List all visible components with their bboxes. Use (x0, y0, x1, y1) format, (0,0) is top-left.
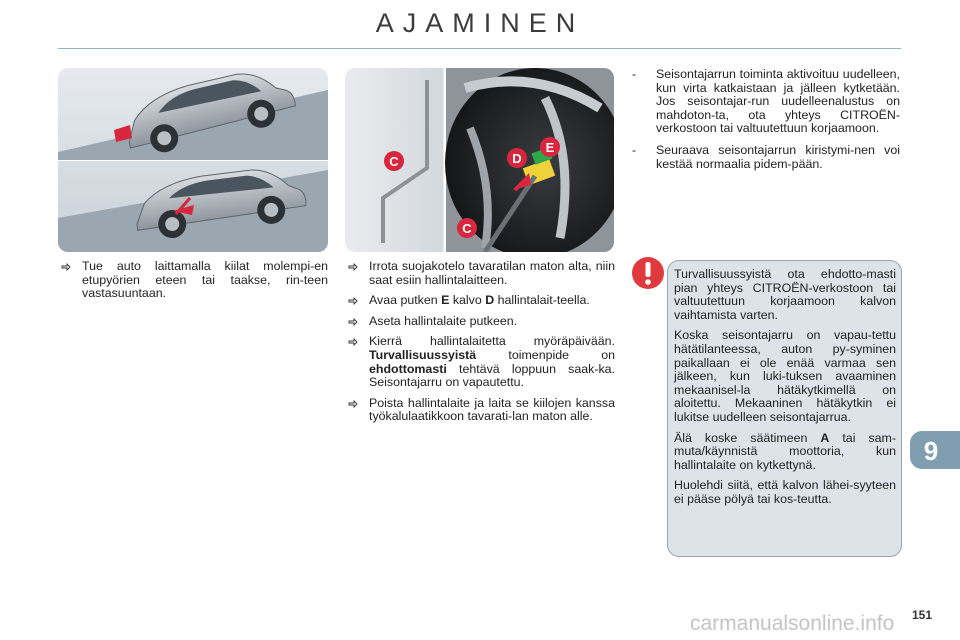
step-item (58, 260, 328, 301)
exclamation-icon (631, 256, 665, 290)
step-text: Aseta hallintalaite putkeen. (369, 313, 518, 328)
warning-paragraph (674, 432, 896, 473)
step-text: kalvo (449, 293, 486, 308)
note-item (628, 68, 900, 136)
step-text: hallintalait-teella. (494, 293, 590, 308)
step-text-bold: E (441, 293, 450, 308)
step-text-bold: Turvallisuussyistä (369, 347, 477, 362)
svg-text:D: D (512, 151, 522, 166)
hand-pointer-icon (348, 337, 358, 347)
note-text: Seuraava seisontajarrun kiristymi-nen voi kestää normaalia pidem-pään. (656, 142, 900, 171)
hand-pointer-icon (61, 262, 71, 272)
label-c-top (384, 151, 404, 171)
hand-pointer-icon (348, 399, 358, 409)
svg-text:E: E (545, 140, 555, 155)
step-text-bold: ehdottomasti (369, 361, 447, 376)
note-item (628, 144, 900, 171)
label-c-bottom (457, 218, 477, 238)
step-item (345, 315, 615, 329)
warning-text (674, 268, 896, 514)
step-item (345, 335, 615, 389)
wheel-chock-illustration (58, 68, 328, 252)
step-text: Irrota suojakotelo tavaratilan maton alta, niin saat esiin hallintalaitteen. (369, 259, 615, 287)
label-e (540, 137, 560, 157)
step-item (345, 397, 615, 424)
dash-mark: - (632, 67, 637, 81)
step-text-bold: D (485, 293, 495, 308)
middle-column (345, 260, 615, 431)
step-text: Kierrä hallintalaitetta myöräpäivään. (369, 334, 615, 349)
header-divider (58, 48, 901, 49)
step-text: Avaa putken (369, 293, 442, 308)
step-item (345, 260, 615, 287)
warning-paragraph: Turvallisuussyistä ota ehdotto-masti pian yhteys CITROËN-verkostoon tai valtuutettuun korjaamoon kalvon vaihtamista varten. (674, 267, 896, 322)
parking-brake-release-illustration (345, 68, 614, 252)
step-text: Tue auto laittamalla kiilat molempi-en etupyörien eteen tai taakse, rin-teen vastasuuntaan. (82, 259, 328, 301)
dash-mark: - (632, 142, 637, 157)
svg-text:C: C (462, 221, 472, 236)
hand-pointer-icon (348, 296, 358, 306)
svg-text:C: C (389, 154, 399, 169)
watermark: carmanualsonline.info (690, 612, 895, 635)
step-text: Poista hallintalaite ja laita se kiilojen kanssa työkalulaatikkoon tavarati-lan maton alle. (369, 395, 615, 424)
left-column (58, 260, 328, 308)
chapter-number: 9 (923, 436, 939, 466)
warning-paragraph: Koska seisontajarru on vapau-tettu hätätilanteessa, auton py-syminen paikallaan ei ole enää varmaa sen jälkeen, kun luki-tuksen avaaminen mekaanisel-la hätäkytkimellä on aloitettu. Mekaaninen hätäkytkin ei lukitse uudelleen seisontajarrua. (674, 328, 896, 424)
step-text: toimenpide on (476, 347, 615, 362)
step-text: tehtävä loppuun saak-ka. Seisontajarru on vapautettu. (369, 361, 615, 390)
page-title: AJAMINEN (375, 8, 585, 38)
warning-paragraph-bold: A (820, 430, 830, 445)
right-column (628, 68, 900, 179)
page-number: 151 (912, 608, 933, 622)
hand-pointer-icon (348, 317, 358, 327)
hand-pointer-icon (348, 262, 358, 272)
note-text: Seisontajarrun toiminta aktivoituu uudelleen, kun virta katkaistaan ja jälleen kytketään. Jos seisontajar-run uudelleenalustus on mahdoton-ta, ota yhteys CITROËN-verkostoon tai valtuutettuun korjaamoon. (656, 67, 900, 136)
label-d (507, 148, 527, 168)
step-item (345, 294, 615, 308)
warning-paragraph-text: tai sam-muta/käynnistä moottoria, kun hallintalaite on kytkettynä. (674, 430, 896, 472)
warning-paragraph: Huolehdi siitä, että kalvon lähei-syyteen ei pääse pölyä tai kos-teutta. (674, 478, 896, 506)
warning-paragraph-text: Älä koske säätimeen (674, 430, 821, 445)
